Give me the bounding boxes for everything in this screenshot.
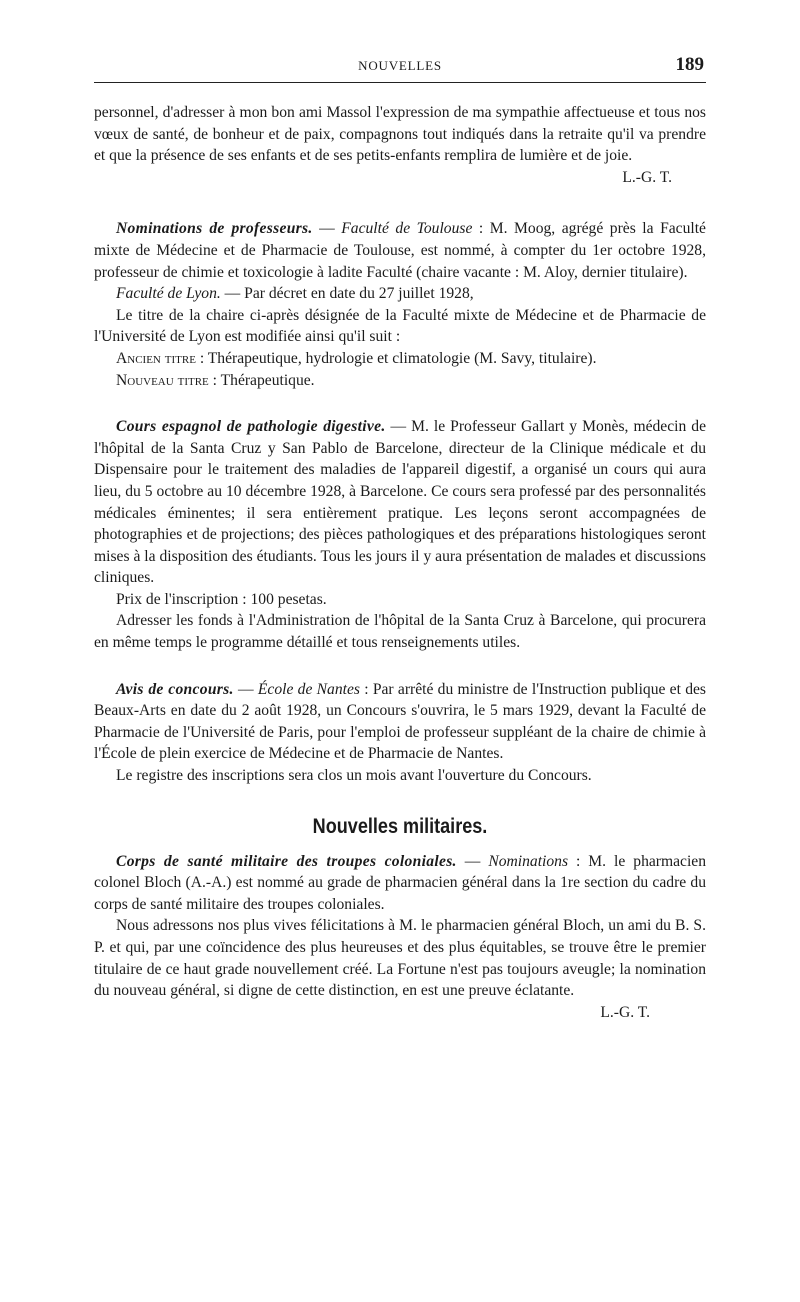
avis-place: École de Nantes: [257, 680, 360, 698]
nominations-dash: —: [312, 220, 342, 238]
intro-signature: L.-G. T.: [622, 168, 672, 186]
lyon-place: Faculté de Lyon.: [116, 285, 221, 303]
felicitations-paragraph: Nous adressons nos plus vives félicitations à M. le pharmacien général Bloch, un ami du B. S. P. et qui, par une coïncidence des plus heureuses et des plus équitables, se trouve être le premier titulaire de ce haut grade nouvellement créé. La Fortune n'est pas toujours aveugle; la nomination du nouveau général, si digne de cette distinction, en est une preuve éclatante.: [94, 917, 706, 1000]
avis-paragraph: [94, 679, 706, 765]
militaires-heading: Nouvelles militaires.: [312, 814, 488, 838]
militaires-paragraph: [94, 851, 706, 916]
avis-dash: —: [233, 680, 258, 698]
intro-paragraph: personnel, d'adresser à mon bon ami Massol l'expression de ma sympathie affectueuse et tous nos vœux de santé, de bonheur et de paix, compagnons tout indiqués dans la retraite qu'il va prendre et que la présence de ses enfants et de ses petits-enfants remplira de lumière et de joie.: [94, 104, 706, 165]
militaires-signature: L.-G. T.: [600, 1003, 650, 1021]
ancien-titre-text: Thérapeutique, hydrologie et climatologie (M. Savy, titulaire).: [204, 349, 597, 367]
page-header: [94, 52, 706, 86]
ancien-titre-label: Ancien titre :: [116, 349, 205, 367]
cours-price: Prix de l'inscription : 100 pesetas.: [116, 590, 327, 608]
page-number: 189: [675, 54, 704, 75]
avis-kicker: Avis de concours.: [116, 680, 234, 698]
lyon-text: Par décret en date du 27 juillet 1928,: [244, 285, 474, 303]
chair-paragraph: Le titre de la chaire ci-après désignée de la Faculté mixte de Médecine et de Pharmacie de l'Université de Lyon est modifiée ainsi qu'il suit :: [94, 306, 706, 346]
nouveau-titre-label: Nouveau titre :: [116, 371, 217, 389]
running-head: NOUVELLES: [358, 58, 442, 73]
cours-kicker: Cours espagnol de pathologie digestive.: [116, 418, 386, 436]
cours-address: Adresser les fonds à l'Administration de l'hôpital de la Santa Cruz à Barcelone, qui procurera en même temps le programme détaillé et tous renseignements utiles.: [94, 612, 706, 652]
militaires-dash: —: [456, 852, 489, 870]
cours-paragraph: [94, 416, 706, 589]
ancien-titre-paragraph: [94, 348, 706, 370]
avis-text: : Par arrêté du ministre de l'Instruction publique et des Beaux-Arts en date du 2 août 1928, un Concours s'ouvrira, le 5 mars 1929, devant la Faculté de Pharmacie de l'Université de Paris, pour l'emploi de professeur suppléant de la chaire de chimie à l'École de plein exercice de Médecine et de Pharmacie de Nantes.: [94, 680, 706, 763]
cours-text: — M. le Professeur Gallart y Monès, médecin de l'hôpital de la Santa Cruz y San Pablo de Barcelone, directeur de la Clinique médicale et du Dispensaire pour le traitement des maladies de l'appareil digestif, a organisé un cours qui aura lieu, du 5 octobre au 10 décembre 1928, à Barcelone. Ce cours sera professé par des personnalités médicales éminentes; il sera entièrement pratique. Les leçons seront accompagnées de photographies et de projections; des pièces pathologiques et des préparations histologiques seront mises à la disposition des étudiants. Tous les jours il y aura présentation de malades et discussions cliniques.: [94, 418, 706, 587]
journal-page: [94, 52, 706, 1023]
toulouse-place: Faculté de Toulouse: [341, 220, 473, 238]
militaires-place: Nominations: [488, 852, 569, 870]
nouveau-titre-text: Thérapeutique.: [217, 371, 315, 389]
militaires-text: : M. le pharmacien colonel Bloch (A.-A.) est nommé au grade de pharmacien général dans la 1re section du cadre du corps de santé militaire des troupes coloniales.: [94, 852, 706, 913]
avis-registre: Le registre des inscriptions sera clos un mois avant l'ouverture du Concours.: [116, 767, 592, 785]
header-rule: [94, 82, 706, 83]
nominations-lyon-paragraph: Faculté de Lyon. — Par décret en date du 27 juillet 1928,: [116, 285, 474, 303]
nominations-toulouse-paragraph: [94, 218, 706, 283]
toulouse-text: : M. Moog, agrégé près la Faculté mixte de Médecine et de Pharmacie de Toulouse, est nommé, à compter du 1er octobre 1928, professeur de chimie et toxicologie à ladite Faculté (chaire vacante : M. Aloy, dernier titulaire).: [94, 220, 706, 281]
nouveau-titre-paragraph: [94, 370, 706, 392]
nominations-kicker: Nominations de professeurs.: [116, 220, 313, 238]
militaires-kicker: Corps de santé militaire des troupes coloniales.: [116, 852, 457, 870]
